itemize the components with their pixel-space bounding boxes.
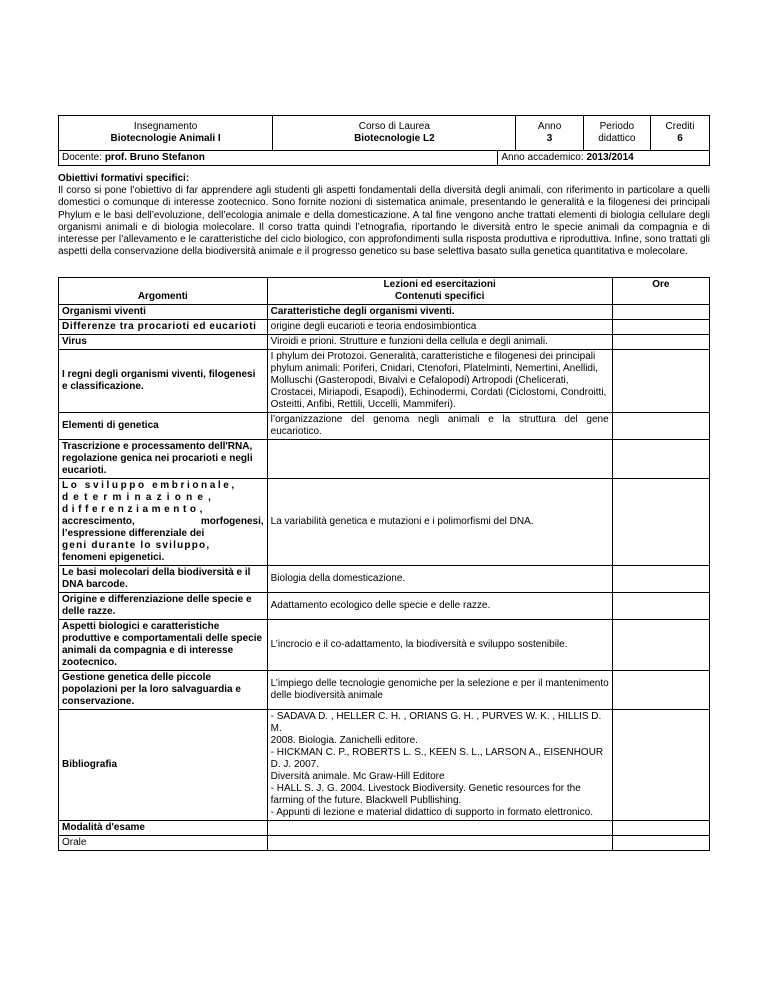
table-row — [59, 305, 710, 320]
ore-cell — [612, 335, 709, 350]
argomento-cell: Organismi viventi — [59, 305, 268, 320]
contenuto-cell: Biologia della domesticazione. — [267, 566, 612, 593]
crediti-label: Crediti — [665, 121, 695, 132]
lessons-table — [58, 277, 710, 851]
argomento-cell: Gestione genetica delle piccole popolazioni per la loro salvaguardia e conservazione. — [59, 671, 268, 710]
table-row — [59, 440, 710, 479]
header-lezioni-contenuti — [267, 278, 612, 305]
ore-cell — [612, 620, 709, 671]
ore-cell — [612, 671, 709, 710]
modalita-empty-cell — [267, 836, 612, 851]
argomento-cell: Trascrizione e processamento dell'RNA, regolazione genica nei procarioti e negli eucarioti. — [59, 440, 268, 479]
table-row — [59, 413, 710, 440]
ore-cell — [612, 440, 709, 479]
ore-cell — [612, 305, 709, 320]
argomento-line: accrescimento, morfogenesi, l’espressione differenziale dei — [62, 516, 264, 539]
argomento-line: geni durante lo sviluppo, — [62, 540, 211, 551]
anno-accademico-value: 2013/2014 — [586, 152, 634, 163]
table-row — [59, 710, 710, 821]
docente-value: prof. Bruno Stefanon — [104, 152, 205, 163]
table-row — [59, 821, 710, 836]
periodo-label: Periodo didattico — [598, 121, 636, 144]
argomento-line: fenomeni epigenetici. — [62, 552, 165, 563]
ore-cell — [612, 320, 709, 335]
bibliografia-line: - HALL S. J. G. 2004. Livestock Biodiversity. Genetic resources for the farming of the future. Blackwell Publlishing. — [270, 783, 581, 806]
anno-accademico-label: Anno accademico: — [501, 152, 584, 163]
insegnamento-cell — [59, 116, 273, 151]
header-ore: Ore — [612, 278, 709, 305]
ore-cell — [612, 566, 709, 593]
modalita-value: Orale — [59, 836, 268, 851]
argomento-line: determinazione, — [62, 492, 217, 503]
docente-label: Docente: — [62, 152, 103, 163]
contenuto-cell: La variabilità genetica e mutazioni e i polimorfismi del DNA. — [267, 479, 612, 566]
corso-label: Corso di Laurea — [358, 121, 430, 132]
anno-value: 3 — [546, 133, 553, 144]
anno-label: Anno — [537, 121, 562, 132]
argomento-cell: Elementi di genetica — [59, 413, 268, 440]
table-row — [59, 350, 710, 413]
table-row — [59, 836, 710, 851]
bibliografia-line: 2008. Biologia. Zanichelli editore. — [270, 735, 418, 746]
docente-cell — [59, 151, 498, 166]
argomento-cell: Origine e differenziazione delle specie e delle razze. — [59, 593, 268, 620]
table-row — [59, 620, 710, 671]
periodo-cell — [583, 116, 650, 151]
objectives-text: Il corso si pone l’obiettivo di far apprendere agli studenti gli aspetti fondamentali della diversità degli animali, con riferimento in particolare a quelli domestici o comunque di interesse zootecnico. Sono fornite nozioni di sistematica animale, presentando le generalità e la filogenesi dei principali Phylum e le basi dell’evoluzione, dell’ecologia animale e della domesticazione. A tal fine vengono anche trattati elementi di biologia cellulare degli organismi animali e di biologia molecolare. Il corso tratta quindi l’etnografia, riportando le diversità entro le specie animali da compagnia e di interesse per l’allevamento e le caratteristiche del ciclo biologico, con approfondimenti sulla risposta produttiva e riproduttiva. Infine, sono trattati gli aspetti della conservazione della biodiversità animale e il progresso genetico su base selettiva basato sulla genetica quantitativa e molecolare. — [58, 185, 710, 258]
anno-accademico-cell — [498, 151, 710, 166]
argomento-cell: Differenze tra procarioti ed eucarioti — [59, 320, 268, 335]
insegnamento-value: Biotecnologie Animali I — [110, 133, 221, 144]
corso-value: Biotecnologie L2 — [354, 133, 435, 144]
ore-cell — [612, 479, 709, 566]
crediti-cell — [650, 116, 709, 151]
table-row — [59, 671, 710, 710]
argomento-cell — [59, 479, 268, 566]
table-row — [59, 320, 710, 335]
contenuto-cell: Adattamento ecologico delle specie e delle razze. — [267, 593, 612, 620]
ore-cell — [612, 821, 709, 836]
argomento-cell: Le basi molecolari della biodiversità e il DNA barcode. — [59, 566, 268, 593]
anno-cell — [516, 116, 583, 151]
ore-cell — [612, 413, 709, 440]
bibliografia-label: Bibliografia — [59, 710, 268, 821]
table-row — [59, 566, 710, 593]
ore-cell — [612, 710, 709, 821]
ore-cell — [612, 350, 709, 413]
argomento-line: differenziamento, — [62, 504, 206, 515]
header-lezioni: Lezioni ed esercitazioni — [383, 279, 496, 290]
header-argomenti: Argomenti — [59, 278, 268, 305]
ore-cell — [612, 593, 709, 620]
contenuto-cell: L’impiego delle tecnologie genomiche per la selezione e per il mantenimento delle biodiversità animale — [267, 671, 612, 710]
ore-cell — [612, 836, 709, 851]
header-contenuti: Contenuti specifici — [394, 291, 485, 302]
modalita-empty-cell — [267, 821, 612, 836]
objectives-section — [58, 173, 710, 258]
argomento-cell: Aspetti biologici e caratteristiche produttive e comportamentali delle specie animali da compagnia e di interesse zootecnico. — [59, 620, 268, 671]
contenuto-cell: I phylum dei Protozoi. Generalità, caratteristiche e filogenesi dei principali phylum animali: Poriferi, Cnidari, Ctenofori, Platelminti, Nemertini, Anellidi, Molluschi (Gasteropodi, Bivalvi e Cefalopodi) Artropodi (Chelicerati, Crostacei, Miriapodi, Esapodi), Echinodermi, Cordati (Ciclostomi, Condroitti, Osteitti, Anfibi, Rettili, Uccelli, Mammiferi). — [267, 350, 612, 413]
contenuto-cell: Viroidi e prioni. Strutture e funzioni della cellula e degli animali. — [267, 335, 612, 350]
modalita-label: Modalità d'esame — [59, 821, 268, 836]
bibliografia-line: Diversità animale. Mc Graw-Hill Editore — [270, 771, 445, 782]
bibliografia-line: - HICKMAN C. P., ROBERTS L. S., KEEN S. L., LARSON A., EISENHOUR D. J. 2007. — [270, 747, 604, 770]
contenuto-cell: L’incrocio e il co-adattamento, la biodiversità e sviluppo sostenibile. — [267, 620, 612, 671]
table-row — [59, 335, 710, 350]
contenuto-cell — [267, 440, 612, 479]
argomento-line: Lo sviluppo embrionale, — [62, 480, 237, 491]
bibliografia-line: - Appunti di lezione e material didattico di supporto in formato elettronico. — [270, 807, 594, 818]
table-row — [59, 593, 710, 620]
insegnamento-label: Insegnamento — [133, 121, 198, 132]
contenuto-cell: Caratteristiche degli organismi viventi. — [267, 305, 612, 320]
crediti-value: 6 — [677, 133, 683, 144]
docente-table — [58, 150, 710, 166]
bibliografia-line: - SADAVA D. , HELLER C. H. , ORIANS G. H. , PURVES W. K. , HILLIS D. M. — [270, 711, 602, 734]
bibliografia-cell — [267, 710, 612, 821]
argomento-cell: Virus — [59, 335, 268, 350]
contenuto-cell: l’organizzazione del genoma negli animali e la struttura del gene eucariotico. — [267, 413, 612, 440]
table-row — [59, 479, 710, 566]
corso-cell — [273, 116, 516, 151]
objectives-title: Obiettivi formativi specifici: — [58, 173, 190, 184]
contenuto-cell: origine degli eucarioti e teoria endosimbiontica — [267, 320, 612, 335]
argomento-cell: I regni degli organismi viventi, filogenesi e classificazione. — [59, 350, 268, 413]
course-header-table — [58, 115, 710, 151]
